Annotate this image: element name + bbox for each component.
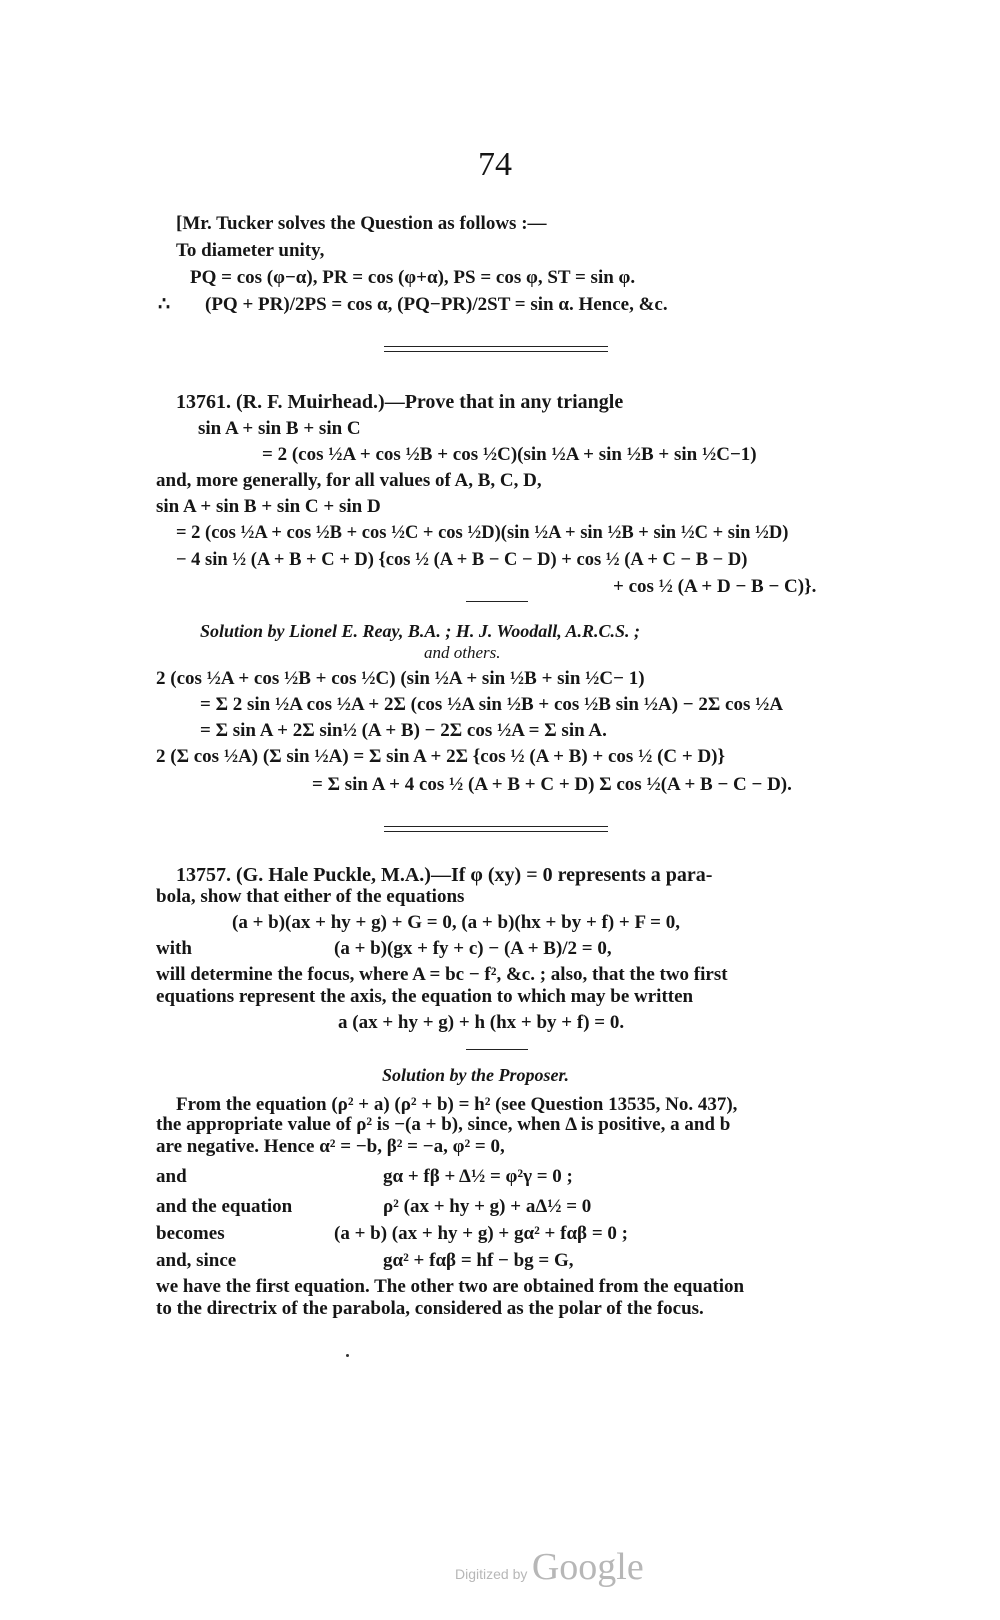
- q13761-line-8: + cos ½ (A + D − B − C)}.: [613, 576, 817, 597]
- therefore-symbol: ∴: [158, 294, 171, 315]
- q13757-line-5: will determine the focus, where A = bc − f², &c. ; also, that the two first: [156, 964, 728, 985]
- watermark-logo-text: Google: [531, 1546, 644, 1588]
- sol13761-line-4: 2 (Σ cos ½A) (Σ sin ½A) = Σ sin A + 2Σ {cos ½ (A + B) + cos ½ (C + D)}: [156, 746, 725, 767]
- sol13757-line-7: gα² + fαβ = hf − bg = G,: [383, 1250, 574, 1271]
- short-divider: [466, 601, 528, 602]
- sol13757-and: and: [156, 1166, 187, 1187]
- sol13761-line-3: = Σ sin A + 2Σ sin½ (A + B) − 2Σ cos ½A = Σ sin A.: [200, 720, 607, 741]
- q13757-line-3: (a + b)(ax + hy + g) + G = 0, (a + b)(hx + by + f) + F = 0,: [232, 912, 680, 933]
- tucker-line-4: (PQ + PR)/2PS = cos α, (PQ−PR)/2ST = sin α. Hence, &c.: [205, 294, 668, 315]
- solution-13761-others: and others.: [424, 643, 501, 662]
- tucker-line-2: To diameter unity,: [176, 240, 325, 261]
- sol13757-line-8: we have the first equation. The other two are obtained from the equation: [156, 1276, 745, 1297]
- ink-speck: [346, 1354, 349, 1357]
- digitized-by-google-watermark: [455, 1545, 644, 1589]
- sol13757-line-9: to the directrix of the parabola, considered as the polar of the focus.: [156, 1298, 704, 1319]
- tucker-line-1: [Mr. Tucker solves the Question as follows :—: [176, 213, 547, 234]
- sol13757-line-6: (a + b) (ax + hy + g) + gα² + fαβ = 0 ;: [334, 1223, 628, 1244]
- q13761-line-5: sin A + sin B + sin C + sin D: [156, 496, 381, 517]
- section-divider-double-bottom: [384, 351, 608, 352]
- question-13757-heading: 13757. (G. Hale Puckle, M.A.)—If φ (xy) = 0 represents a para-: [176, 864, 713, 886]
- q13761-line-7: − 4 sin ½ (A + B + C + D) {cos ½ (A + B − C − D) + cos ½ (A + C − B − D): [176, 550, 748, 570]
- solution-13761-byline: Solution by Lionel E. Reay, B.A. ; H. J. Woodall, A.R.C.S. ;: [200, 621, 641, 641]
- q13761-line-6: = 2 (cos ½A + cos ½B + cos ½C + cos ½D)(sin ½A + sin ½B + sin ½C + sin ½D): [176, 523, 789, 543]
- short-divider-2: [466, 1049, 528, 1050]
- q13757-line-2: bola, show that either of the equations: [156, 886, 465, 907]
- sol13757-line-3: are negative. Hence α² = −b, β² = −a, φ² = 0,: [156, 1136, 505, 1157]
- question-13761-heading: 13761. (R. F. Muirhead.)—Prove that in any triangle: [176, 391, 624, 413]
- q13757-line-4: (a + b)(gx + fy + c) − (A + B)/2 = 0,: [334, 938, 612, 959]
- q13761-line-3: = 2 (cos ½A + cos ½B + cos ½C)(sin ½A + sin ½B + sin ½C−1): [262, 444, 757, 465]
- solution-13757-byline: Solution by the Proposer.: [382, 1065, 570, 1085]
- sol13757-line-4: gα + fβ + Δ½ = φ²γ = 0 ;: [383, 1166, 573, 1187]
- q13757-with: with: [156, 938, 192, 959]
- section-divider-double-top: [384, 346, 608, 347]
- sol13761-line-5: = Σ sin A + 4 cos ½ (A + B + C + D) Σ cos ½(A + B − C − D).: [312, 774, 792, 795]
- tucker-line-3: PQ = cos (φ−α), PR = cos (φ+α), PS = cos φ, ST = sin φ.: [190, 267, 636, 288]
- watermark-small-text: Digitized by: [455, 1566, 528, 1582]
- q13757-line-6: equations represent the axis, the equation to which may be written: [156, 986, 694, 1007]
- section-divider-double-bottom-2: [384, 831, 608, 832]
- q13761-line-2: sin A + sin B + sin C: [198, 418, 361, 439]
- page-number: 74: [478, 146, 512, 183]
- sol13757-line-5: ρ² (ax + hy + g) + aΔ½ = 0: [383, 1196, 592, 1217]
- sol13757-becomes: becomes: [156, 1223, 225, 1244]
- sol13761-line-1: 2 (cos ½A + cos ½B + cos ½C) (sin ½A + sin ½B + sin ½C− 1): [156, 668, 645, 689]
- q13761-line-4: and, more generally, for all values of A, B, C, D,: [156, 470, 542, 491]
- sol13757-line-1: From the equation (ρ² + a) (ρ² + b) = h² (see Question 13535, No. 437),: [176, 1094, 738, 1115]
- section-divider-double-top-2: [384, 826, 608, 827]
- sol13757-line-2: the appropriate value of ρ² is −(a + b), since, when Δ is positive, a and b: [156, 1114, 731, 1135]
- sol13761-line-2: = Σ 2 sin ½A cos ½A + 2Σ (cos ½A sin ½B + cos ½B sin ½A) − 2Σ cos ½A: [200, 694, 784, 715]
- sol13757-and-since: and, since: [156, 1250, 237, 1271]
- q13757-line-7: a (ax + hy + g) + h (hx + by + f) = 0.: [338, 1012, 625, 1033]
- sol13757-and-the-equation: and the equation: [156, 1196, 293, 1217]
